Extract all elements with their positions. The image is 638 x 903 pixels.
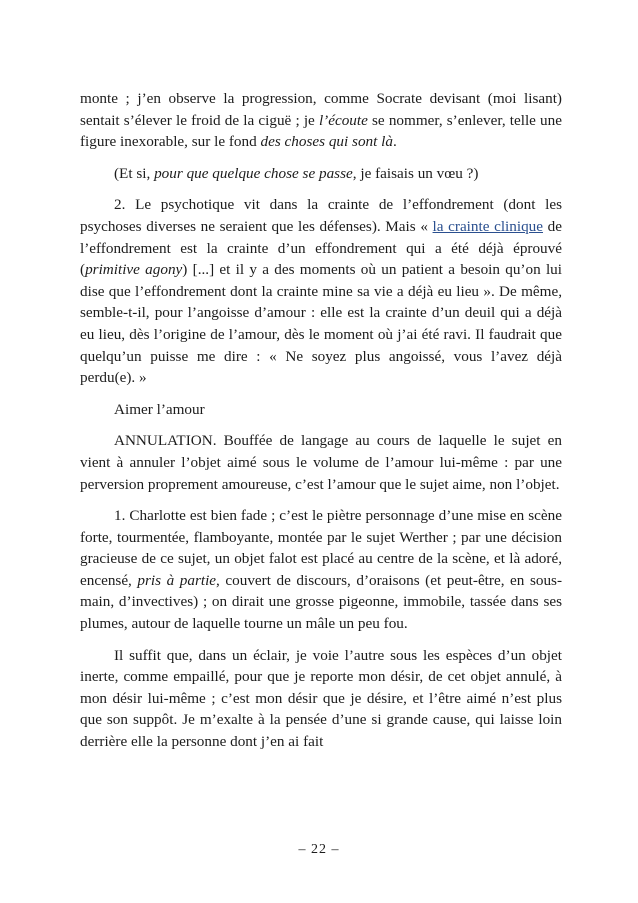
paragraph-7: Il suffit que, dans un éclair, je voie l’autre sous les espèces d’un objet inerte, comme empaillé, pour que je reporte mon désir, de cet objet annulé, à mon désir lui-même ; c’est mon désir que je désire, et l’être aimé n’est plus que son suppôt. Je m’exalte à la pensée d’une si grande cause, qui laisse loin derrière elle la personne dont j’en ai fait	[80, 646, 562, 751]
italic-text: l’écoute	[318, 111, 368, 129]
text: 1. Charlotte est bien fade ; c’est le piètre personnage d’une mise en scène forte, tourmentée, flamboyante, montée par le sujet Werther ; par une décision gracieuse de ce sujet, un objet falot est placé au centre de la scène, et là adoré, encensé,	[80, 507, 562, 589]
italic-text: pris à partie	[137, 571, 217, 589]
text: de l’effondrement est la crainte d’un effondrement qui a été déjà éprouvé (	[80, 217, 562, 279]
text: (Et si,	[114, 164, 155, 182]
text: monte ; j’en observe la progression, comme Socrate devisant (moi lisant) sentait s’élever le froid de la ciguë ; je	[80, 90, 562, 129]
paragraph-5: ANNULATION. Bouffée de langage au cours de laquelle le sujet en vient à annuler l’objet aimé sous le volume de l’amour lui-même : par une perversion proprement amoureuse, c’est l’amour que le sujet aime, non l’objet.	[80, 432, 562, 493]
italic-text: des choses qui sont là	[260, 133, 393, 151]
text: .	[392, 133, 397, 151]
page-number: – 22 –	[298, 842, 340, 857]
text: 2. Le psychotique vit dans la crainte de l’effondrement (dont les psychoses diverses ne seraient que les défenses). Mais «	[80, 196, 562, 235]
page-body	[80, 88, 562, 763]
italic-text: pour que quelque chose se passe	[154, 164, 353, 182]
text: se nommer, s’enlever, telle une figure inexorable, sur le fond	[80, 111, 562, 151]
italic-text: primitive agony	[85, 261, 183, 279]
paragraph-3	[80, 194, 562, 388]
link-la-crainte-clinique[interactable]: la crainte clinique	[432, 217, 544, 235]
paragraph-6	[80, 505, 562, 635]
paragraph-2	[80, 163, 562, 185]
section-heading: Aimer l’amour	[114, 400, 205, 418]
text: , je faisais un vœu ?)	[352, 164, 479, 182]
paragraph-1	[80, 88, 562, 153]
text: , couvert de discours, d’oraisons (et peut-être, en sous-main, d’invectives) ; on dirait une grosse pigeonne, immobile, tassée dans ses plumes, autour de laquelle tourne un mâle un peu fou.	[80, 571, 563, 633]
text: ) [...] et il y a des moments où un patient a besoin qu’on lui dise que l’effondrement dont la crainte mine sa vie a déjà eu lieu ». De même, semble-t-il, pour l’angoisse d’amour : elle est la crainte d’un deuil qui a déjà eu lieu, dès l’origine de l’amour, dès le moment où j’ai été ravi. Il faudrait que quelqu’un puisse me dire : « Ne soyez plus angoissé, vous l’avez déjà perdu(e). »	[80, 261, 562, 387]
